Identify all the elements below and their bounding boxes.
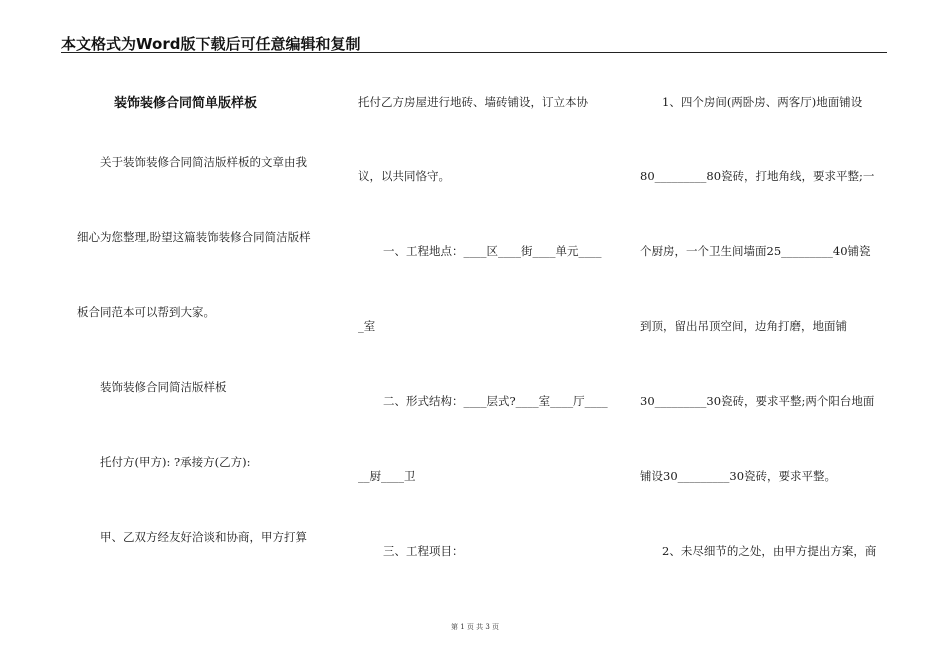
document-title: 装饰装修合同简单版样板 [114,96,258,111]
col3-line: 2、未尽细节的之处，由甲方提出方案，商 [662,544,877,558]
page-footer: 第 1 页 共 3 页 [450,623,500,631]
col3-line: 30_________30瓷砖，要求平整;两个阳台地面 [640,394,875,408]
col2-line: 一、工程地点：____区____街____单元____ [383,244,602,258]
document-banner: 本文格式为Word版下载后可任意编辑和复制 [61,35,361,53]
header-rule [61,52,887,53]
col1-line: 甲、乙双方经友好洽谈和协商，甲方打算 [100,530,307,544]
col2-line: 托付乙方房屋进行地砖、墙砖铺设，订立本协 [358,95,588,109]
col2-line: 二、形式结构：____层式?____室____厅____ [383,394,608,408]
col2-line: __厨____卫 [358,469,416,483]
col1-line: 关于装饰装修合同简洁版样板的文章由我 [100,155,307,169]
col3-line: 1、四个房间(两卧房、两客厅)地面铺设 [662,95,863,109]
col3-line: 铺设30_________30瓷砖，要求平整。 [640,469,837,483]
col2-line: 议，以共同恪守。 [358,169,450,183]
col1-line: 装饰装修合同简洁版样板 [100,380,227,394]
col1-line: 板合同范本可以帮到大家。 [77,305,215,319]
col1-line: 托付方(甲方): ?承接方(乙方): [100,455,251,469]
col3-line: 个厨房，一个卫生间墙面25_________40铺瓷 [640,244,871,258]
col2-line: 三、工程项目： [383,544,464,558]
col2-line: _室 [358,319,376,333]
col1-line: 细心为您整理,盼望这篇装饰装修合同简洁版样 [77,230,311,244]
col3-line: 80_________80瓷砖，打地角线，要求平整;一 [640,169,875,183]
col3-line: 到顶，留出吊顶空间，边角打磨，地面铺 [640,319,847,333]
